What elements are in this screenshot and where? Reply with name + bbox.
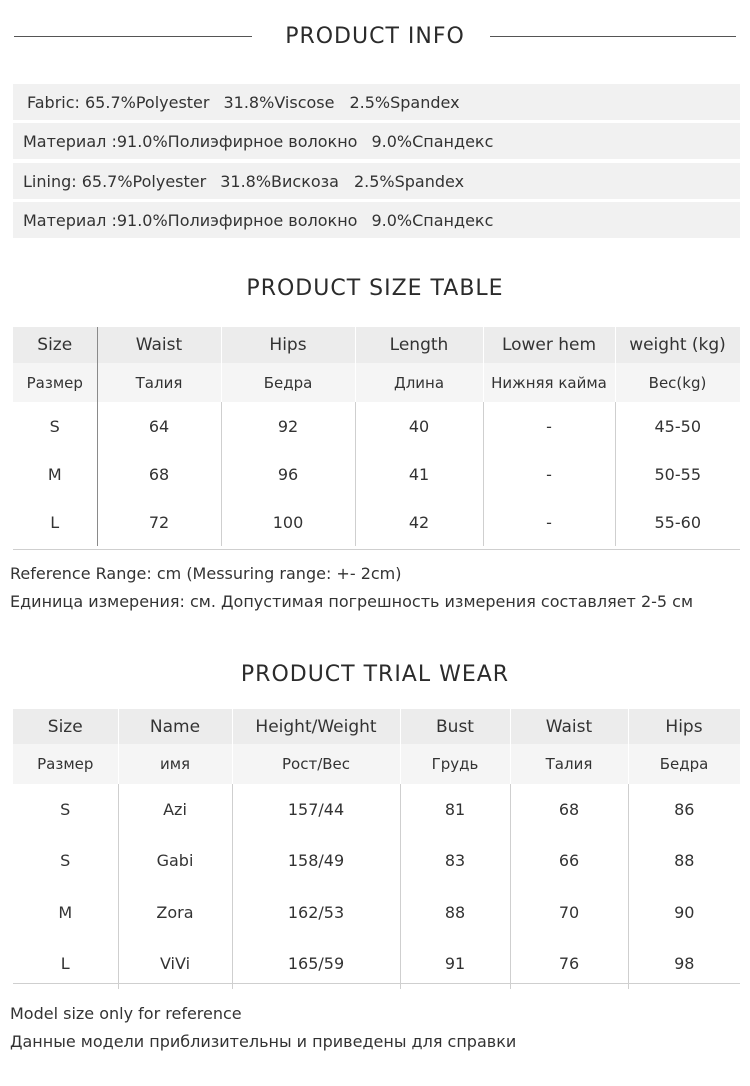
col-header: Name bbox=[118, 709, 232, 744]
product-info-header bbox=[0, 18, 750, 54]
col-header-ru: Размер bbox=[13, 744, 118, 784]
table-row bbox=[13, 402, 740, 450]
info-fabric-spandex: 2.5%Spandex bbox=[349, 92, 460, 112]
table-cell: 68 bbox=[97, 450, 221, 498]
trial-note-ru: Данные модели приблизительны и приведены для справки bbox=[10, 1032, 517, 1051]
table-cell: 42 bbox=[355, 498, 483, 546]
size-table-subheader-row bbox=[13, 363, 740, 402]
col-header: Waist bbox=[97, 327, 221, 363]
table-row bbox=[13, 938, 740, 989]
size-table-header bbox=[0, 270, 750, 306]
col-header-ru: Грудь bbox=[400, 744, 510, 784]
table-cell: 100 bbox=[221, 498, 355, 546]
table-cell: 81 bbox=[400, 784, 510, 835]
table-cell: 66 bbox=[510, 835, 628, 886]
table-cell: 92 bbox=[221, 402, 355, 450]
col-header: Size bbox=[13, 327, 97, 363]
table-cell: 88 bbox=[628, 835, 740, 886]
col-header: Height/Weight bbox=[232, 709, 400, 744]
col-header: Hips bbox=[628, 709, 740, 744]
table-cell: L bbox=[13, 938, 118, 989]
size-note-en: Reference Range: cm (Messuring range: +- 2cm) bbox=[10, 564, 402, 583]
table-row bbox=[13, 784, 740, 835]
table-row bbox=[13, 498, 740, 546]
table-cell: 72 bbox=[97, 498, 221, 546]
table-cell: - bbox=[483, 450, 615, 498]
trial-table-subheader-row bbox=[13, 744, 740, 784]
table-cell: L bbox=[13, 498, 97, 546]
col-header-ru: Бедра bbox=[628, 744, 740, 784]
col-header: Size bbox=[13, 709, 118, 744]
info-lining-spandex: 2.5%Spandex bbox=[353, 171, 465, 191]
info-lining-viscose: 31.8%Вискоза bbox=[220, 171, 339, 191]
col-header-ru: Размер bbox=[13, 363, 97, 402]
table-cell: 158/49 bbox=[232, 835, 400, 886]
table-cell: 41 bbox=[355, 450, 483, 498]
size-table-title: PRODUCT SIZE TABLE bbox=[226, 276, 523, 301]
info-row-material bbox=[13, 123, 740, 159]
trial-table-header-row bbox=[13, 709, 740, 744]
table-cell: - bbox=[483, 402, 615, 450]
col-header: Bust bbox=[400, 709, 510, 744]
trial-note-en: Model size only for reference bbox=[10, 1004, 242, 1023]
table-cell: 68 bbox=[510, 784, 628, 835]
table-row bbox=[13, 886, 740, 938]
info-material-spandex: 9.0%Спандекс bbox=[371, 131, 494, 151]
table-cell: 64 bbox=[97, 402, 221, 450]
col-header-ru: Нижняя кайма bbox=[483, 363, 615, 402]
divider-line bbox=[490, 36, 736, 37]
table-cell: 98 bbox=[628, 938, 740, 989]
table-cell: M bbox=[13, 450, 97, 498]
info-lining-material-polyester: Материал :91.0%Полиэфирное волокно bbox=[23, 210, 358, 230]
table-cell: 83 bbox=[400, 835, 510, 886]
size-table-header-row bbox=[13, 327, 740, 363]
table-cell: Gabi bbox=[118, 835, 232, 886]
table-cell: 45-50 bbox=[615, 402, 740, 450]
info-lining-polyester: Lining: 65.7%Polyester bbox=[23, 171, 207, 191]
table-cell: Zora bbox=[118, 886, 232, 938]
table-cell: 50-55 bbox=[615, 450, 740, 498]
info-row-lining bbox=[13, 163, 740, 199]
col-header-ru: Бедра bbox=[221, 363, 355, 402]
col-header: weight (kg) bbox=[615, 327, 740, 363]
table-cell: 96 bbox=[221, 450, 355, 498]
col-header-ru: Вес(kg) bbox=[615, 363, 740, 402]
info-row-fabric bbox=[13, 84, 740, 120]
table-bottom-border bbox=[13, 983, 740, 984]
table-cell: S bbox=[13, 402, 97, 450]
col-header-ru: Длина bbox=[355, 363, 483, 402]
table-cell: Azi bbox=[118, 784, 232, 835]
trial-wear-table bbox=[13, 709, 741, 989]
table-cell: 55-60 bbox=[615, 498, 740, 546]
info-lining-material-spandex: 9.0%Спандекс bbox=[371, 210, 494, 230]
col-header: Length bbox=[355, 327, 483, 363]
info-fabric-viscose: 31.8%Viscose bbox=[223, 92, 335, 112]
col-header-ru: имя bbox=[118, 744, 232, 784]
col-header-ru: Талия bbox=[97, 363, 221, 402]
col-header: Hips bbox=[221, 327, 355, 363]
table-bottom-border bbox=[13, 549, 740, 550]
info-fabric-polyester: Fabric: 65.7%Polyester bbox=[27, 92, 210, 112]
table-cell: 90 bbox=[628, 886, 740, 938]
table-cell: 88 bbox=[400, 886, 510, 938]
col-header: Lower hem bbox=[483, 327, 615, 363]
info-row-lining-material bbox=[13, 202, 740, 238]
table-cell: 91 bbox=[400, 938, 510, 989]
table-cell: 86 bbox=[628, 784, 740, 835]
table-cell: 70 bbox=[510, 886, 628, 938]
col-header: Waist bbox=[510, 709, 628, 744]
table-cell: - bbox=[483, 498, 615, 546]
table-cell: 165/59 bbox=[232, 938, 400, 989]
size-table bbox=[13, 327, 741, 546]
col-header-ru: Рост/Вес bbox=[232, 744, 400, 784]
size-note-ru: Единица измерения: см. Допустимая погрешность измерения составляет 2-5 см bbox=[10, 592, 694, 611]
trial-wear-header bbox=[0, 656, 750, 692]
table-cell: 162/53 bbox=[232, 886, 400, 938]
table-cell: S bbox=[13, 784, 118, 835]
divider-line bbox=[14, 36, 252, 37]
table-cell: 40 bbox=[355, 402, 483, 450]
trial-wear-title: PRODUCT TRIAL WEAR bbox=[221, 662, 529, 687]
product-info-title: PRODUCT INFO bbox=[265, 24, 485, 49]
table-row bbox=[13, 450, 740, 498]
table-cell: M bbox=[13, 886, 118, 938]
table-row bbox=[13, 835, 740, 886]
info-material-polyester: Материал :91.0%Полиэфирное волокно bbox=[23, 131, 358, 151]
table-cell: S bbox=[13, 835, 118, 886]
table-cell: 76 bbox=[510, 938, 628, 989]
table-cell: ViVi bbox=[118, 938, 232, 989]
table-cell: 157/44 bbox=[232, 784, 400, 835]
col-header-ru: Талия bbox=[510, 744, 628, 784]
